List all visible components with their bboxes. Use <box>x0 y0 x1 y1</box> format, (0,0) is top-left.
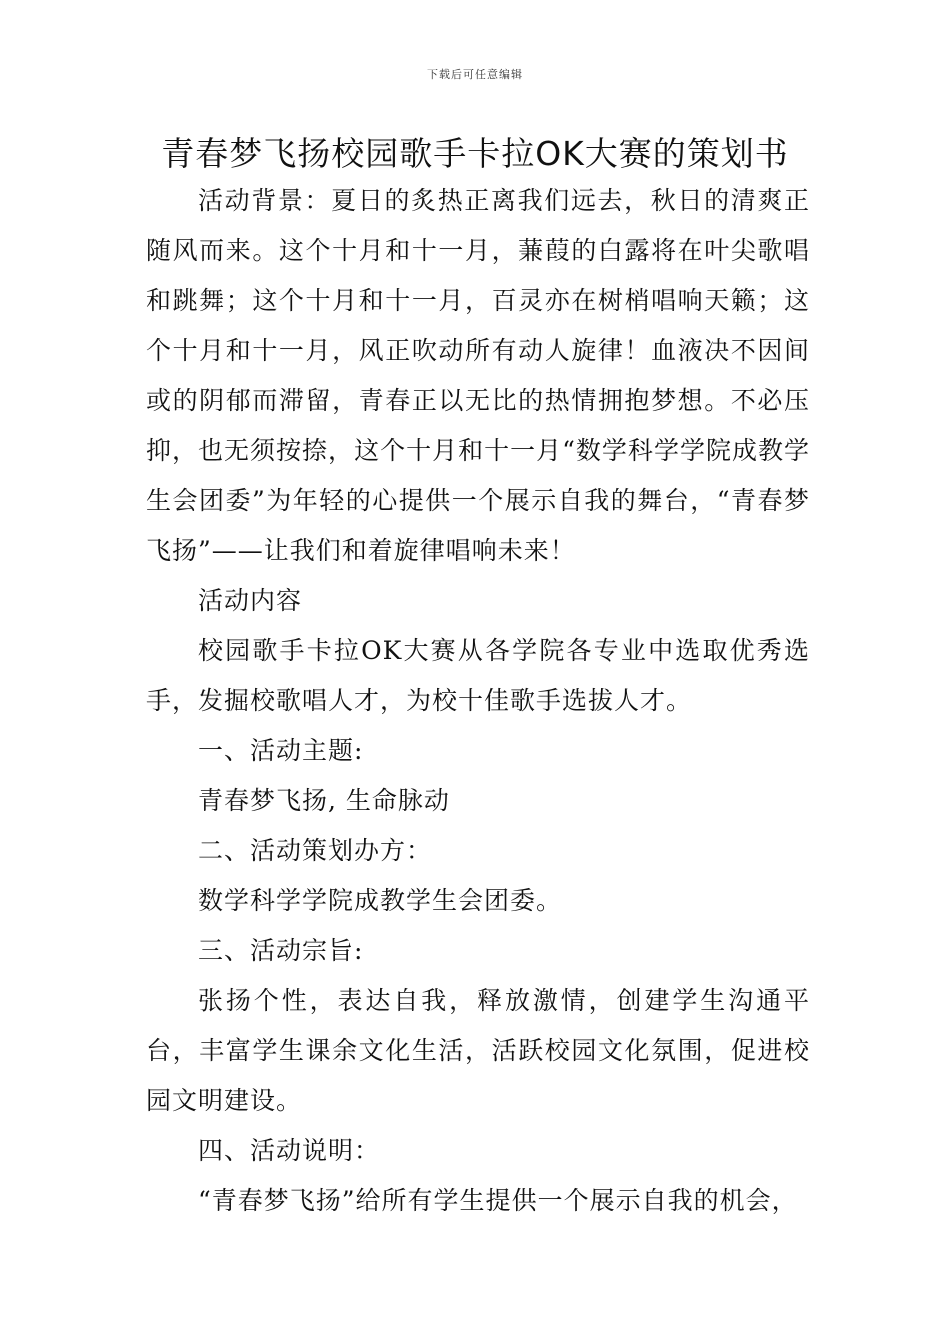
heading-organizer: 二、活动策划办方： <box>198 836 433 865</box>
document-title: 青春梦飞扬校园歌手卡拉OK大赛的策划书 <box>161 134 789 173</box>
document-body <box>146 176 810 1226</box>
paragraph-purpose: 张扬个性，表达自我，释放激情，创建学生沟通平台，丰富学生课余文化生活，活跃校园文化氛围，促进校园文明建设。 <box>146 986 810 1115</box>
paragraph-theme: 青春梦飞扬, 生命脉动 <box>198 786 450 815</box>
header-note: 下载后可任意编辑 <box>427 68 523 81</box>
heading-purpose: 三、活动宗旨: <box>198 936 364 965</box>
paragraph-activity-content: 校园歌手卡拉OK大赛从各学院各专业中选取优秀选手，发掘校歌唱人才，为校十佳歌手选拔人才。 <box>146 636 810 715</box>
heading-theme: 一、活动主题: <box>198 736 364 765</box>
paragraph-description: “青春梦飞扬”给所有学生提供一个展示自我的机会， <box>198 1186 798 1215</box>
paragraph-organizer: 数学科学学院成教学生会团委。 <box>198 886 563 915</box>
heading-activity-content: 活动内容 <box>198 586 303 615</box>
heading-description: 四、活动说明： <box>198 1136 381 1165</box>
paragraph-background: 活动背景：夏日的炙热正离我们远去，秋日的清爽正随风而来。这个十月和十一月，蒹葭的白露将在叶尖歌唱和跳舞；这个十月和十一月，百灵亦在树梢唱响天籁；这个十月和十一月，风正吹动所有动人旋律！血液决不因间或的阴郁而滞留，青春正以无比的热情拥抱梦想。不必压抑，也无须按捺，这个十月和十一月“数学科学学院成教学生会团委”为年轻的心提供一个展示自我的舞台，“青春梦飞扬”——让我们和着旋律唱响未来！ <box>146 186 810 565</box>
